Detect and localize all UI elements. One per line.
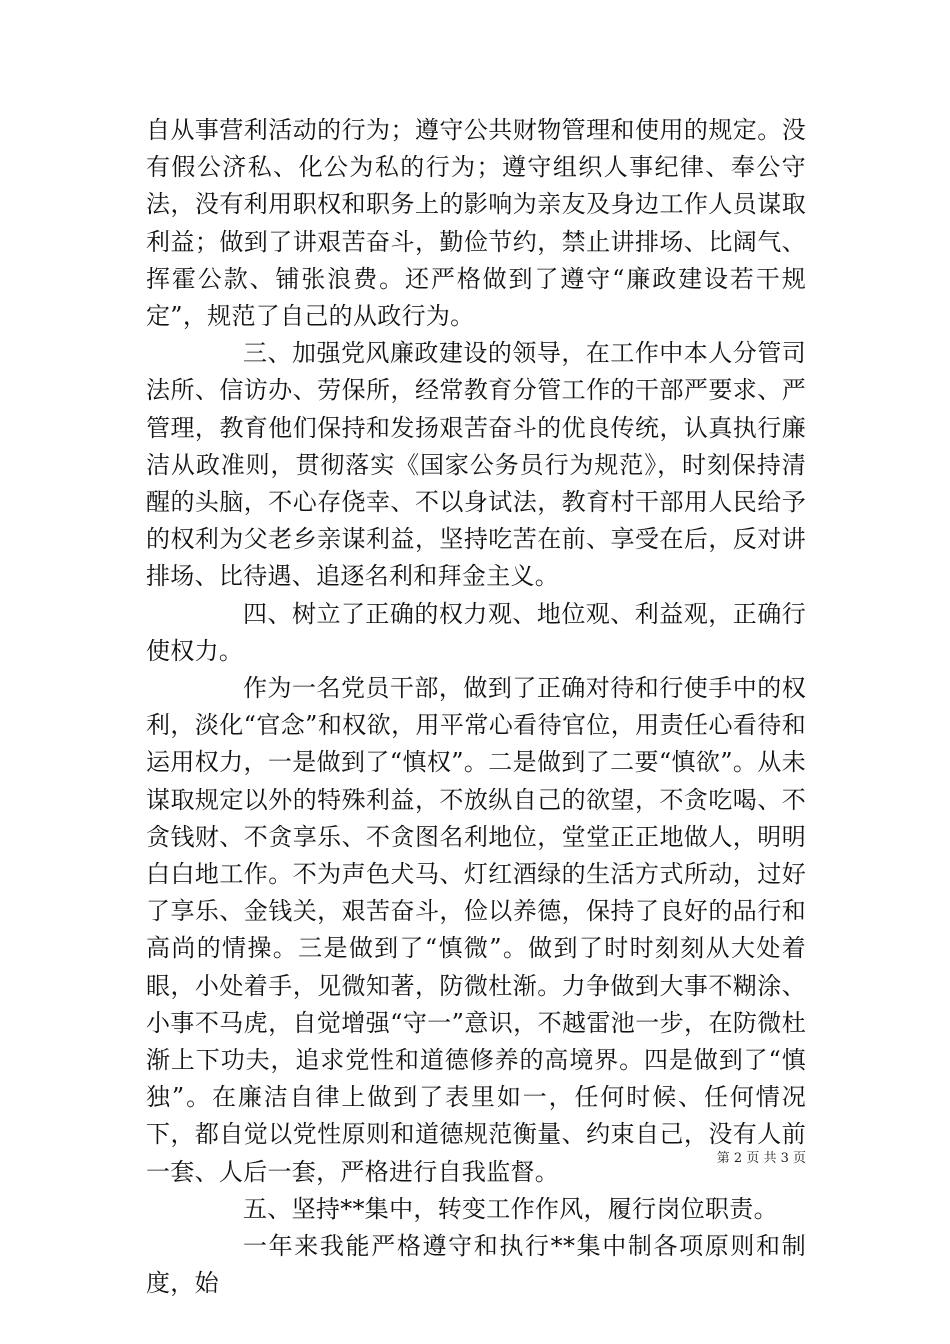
paragraph-section-five-body: 一年来我能严格遵守和执行**集中制各项原则和制度，始: [146, 1232, 806, 1298]
paragraph-section-four-heading: 四、树立了正确的权力观、地位观、利益观，正确行使权力。: [146, 599, 806, 665]
document-body: [146, 112, 806, 1303]
page-number-footer: 第 2 页 共 3 页: [716, 1151, 806, 1166]
paragraph-section-five-heading: 五、坚持**集中，转变工作作风，履行岗位职责。: [243, 1194, 778, 1223]
paragraph-section-four-body: 作为一名党员干部，做到了正确对待和行使手中的权利，淡化“官念”和权欲，用平常心看待官位，用责任心看待和运用权力，一是做到了“慎权”。二是做到了二要“慎欲”。从未谋取规定以外的特殊利益，不放纵自己的欲望，不贪吃喝、不贪钱财、不贪享乐、不贪图名利地位，堂堂正正地做人，明明白白地工作。不为声色犬马、灯红酒绿的生活方式所动，过好了享乐、金钱关，艰苦奋斗，俭以养德，保持了良好的品行和高尚的情操。三是做到了“慎微”。做到了时时刻刻从大处着眼，小处着手，见微知著，防微杜渐。力争做到大事不糊涂、小事不马虎，自觉增强“守一”意识，不越雷池一步，在防微杜渐上下功夫，追求党性和道德修养的高境界。四是做到了“慎独”。在廉洁自律上做到了表里如一，任何时候、任何情况下，都自觉以党性原则和道德规范衡量、约束自己，没有人前一套、人后一套，严格进行自我监督。: [146, 674, 806, 1186]
paragraph-section-three: 三、加强党风廉政建设的领导，在工作中本人分管司法所、信访办、劳保所，经常教育分管工作的干部严要求、严管理，教育他们保持和发扬艰苦奋斗的优良传统，认真执行廉洁从政准则，贯彻落实《国家公务员行为规范》，时刻保持清醒的头脑，不心存侥幸、不以身试法，教育村干部用人民给予的权利为父老乡亲谋利益，坚持吃苦在前、享受在后，反对讲排场、比待遇、追逐名利和拜金主义。: [146, 339, 806, 591]
paragraph-conduct-continued: 自从事营利活动的行为；遵守公共财物管理和使用的规定。没有假公济私、化公为私的行为；遵守组织人事纪律、奉公守法，没有利用职权和职务上的影响为亲友及身边工作人员谋取利益；做到了讲艰苦奋斗，勤俭节约，禁止讲排场、比阔气、挥霍公款、铺张浪费。还严格做到了遵守“廉政建设若干规定”，规范了自己的从政行为。: [146, 116, 806, 331]
